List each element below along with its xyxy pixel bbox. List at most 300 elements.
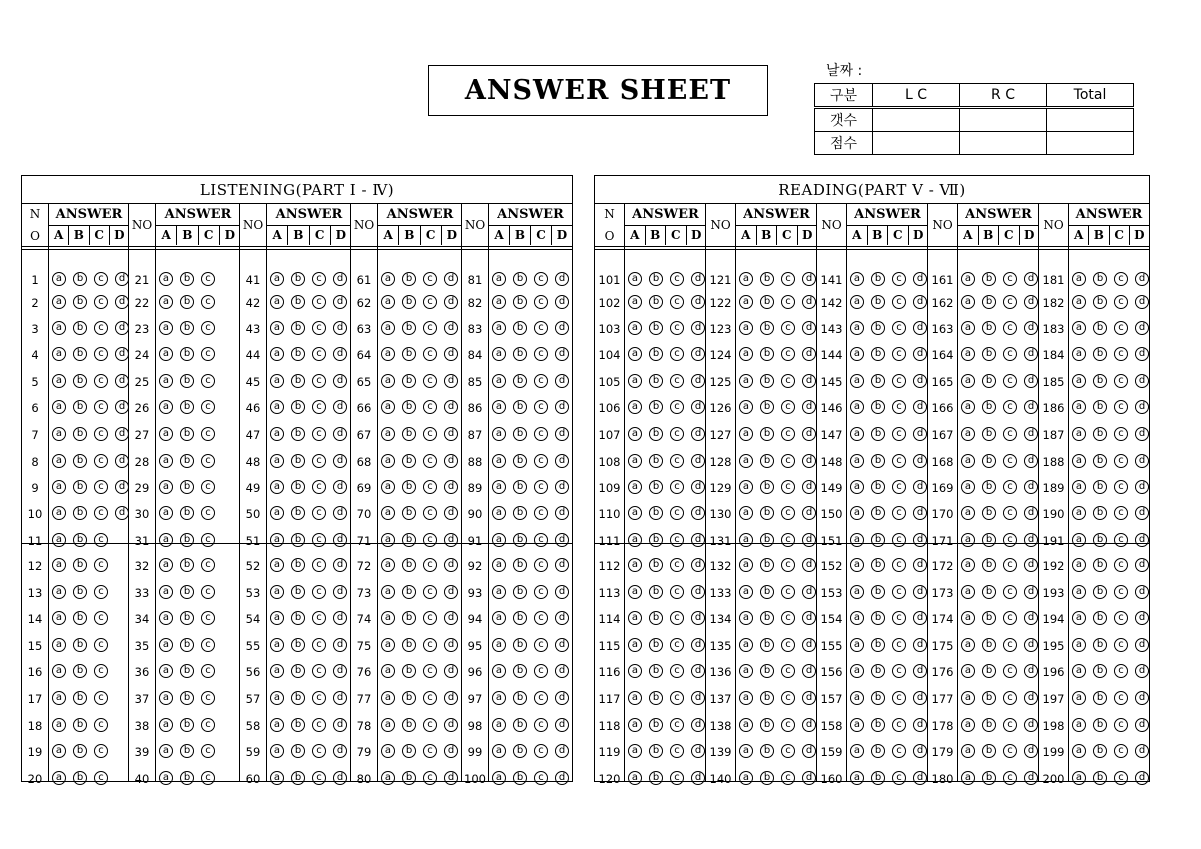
score-count-lc[interactable] [873,108,960,132]
answer-bubble-a[interactable]: a [961,664,975,678]
answer-bubble-a[interactable]: a [492,321,506,335]
answer-bubble-c[interactable]: c [892,718,906,732]
answer-bubble-b[interactable]: b [73,321,87,335]
answer-bubble-b[interactable]: b [513,744,527,758]
answer-bubble-b[interactable]: b [180,585,194,599]
answer-bubble-d[interactable]: d [555,611,569,625]
answer-bubble-b[interactable]: b [180,454,194,468]
answer-bubble-c[interactable]: c [312,718,326,732]
answer-bubble-b[interactable]: b [402,295,416,309]
answer-bubble-a[interactable]: a [159,321,173,335]
answer-bubble-b[interactable]: b [760,400,774,414]
answer-bubble-b[interactable]: b [73,427,87,441]
answer-bubble-d[interactable]: d [555,295,569,309]
answer-bubble-d[interactable]: d [115,400,129,414]
answer-bubble-d[interactable]: d [691,533,705,547]
answer-bubble-b[interactable]: b [73,374,87,388]
answer-bubble-b[interactable]: b [513,427,527,441]
answer-bubble-b[interactable]: b [73,506,87,520]
answer-bubble-a[interactable]: a [52,638,66,652]
answer-bubble-c[interactable]: c [423,638,437,652]
answer-bubble-c[interactable]: c [1114,454,1128,468]
answer-bubble-b[interactable]: b [402,638,416,652]
answer-bubble-b[interactable]: b [649,558,663,572]
answer-bubble-a[interactable]: a [850,454,864,468]
answer-bubble-b[interactable]: b [760,691,774,705]
answer-bubble-a[interactable]: a [159,664,173,678]
answer-bubble-b[interactable]: b [73,638,87,652]
answer-bubble-b[interactable]: b [73,744,87,758]
answer-bubble-a[interactable]: a [492,295,506,309]
answer-bubble-a[interactable]: a [159,533,173,547]
answer-bubble-d[interactable]: d [115,321,129,335]
answer-bubble-a[interactable]: a [1072,744,1086,758]
answer-bubble-a[interactable]: a [270,611,284,625]
answer-bubble-b[interactable]: b [649,295,663,309]
answer-bubble-d[interactable]: d [913,295,927,309]
answer-bubble-a[interactable]: a [1072,321,1086,335]
answer-bubble-a[interactable]: a [492,744,506,758]
answer-bubble-c[interactable]: c [423,771,437,785]
answer-bubble-a[interactable]: a [628,272,642,286]
answer-bubble-c[interactable]: c [423,295,437,309]
answer-bubble-d[interactable]: d [913,744,927,758]
answer-bubble-c[interactable]: c [94,321,108,335]
answer-bubble-a[interactable]: a [270,272,284,286]
answer-bubble-d[interactable]: d [444,771,458,785]
answer-bubble-a[interactable]: a [628,400,642,414]
answer-bubble-d[interactable]: d [444,427,458,441]
answer-bubble-b[interactable]: b [649,718,663,732]
answer-bubble-d[interactable]: d [802,506,816,520]
answer-bubble-c[interactable]: c [781,558,795,572]
answer-bubble-c[interactable]: c [201,638,215,652]
answer-bubble-b[interactable]: b [760,374,774,388]
answer-bubble-a[interactable]: a [739,374,753,388]
answer-bubble-c[interactable]: c [94,771,108,785]
answer-bubble-d[interactable]: d [555,771,569,785]
answer-bubble-a[interactable]: a [1072,718,1086,732]
answer-bubble-d[interactable]: d [444,321,458,335]
answer-bubble-d[interactable]: d [555,558,569,572]
answer-bubble-a[interactable]: a [270,744,284,758]
answer-bubble-b[interactable]: b [291,533,305,547]
answer-bubble-d[interactable]: d [691,558,705,572]
answer-bubble-d[interactable]: d [333,718,347,732]
answer-bubble-c[interactable]: c [201,272,215,286]
answer-bubble-d[interactable]: d [691,771,705,785]
answer-bubble-d[interactable]: d [1024,347,1038,361]
answer-bubble-b[interactable]: b [760,427,774,441]
answer-bubble-b[interactable]: b [649,638,663,652]
answer-bubble-d[interactable]: d [691,454,705,468]
answer-bubble-b[interactable]: b [1093,374,1107,388]
answer-bubble-b[interactable]: b [180,321,194,335]
answer-bubble-b[interactable]: b [649,744,663,758]
answer-bubble-a[interactable]: a [961,272,975,286]
answer-bubble-b[interactable]: b [982,558,996,572]
answer-bubble-b[interactable]: b [760,533,774,547]
answer-bubble-c[interactable]: c [423,691,437,705]
answer-bubble-d[interactable]: d [444,744,458,758]
answer-bubble-d[interactable]: d [333,480,347,494]
answer-bubble-b[interactable]: b [180,611,194,625]
answer-bubble-a[interactable]: a [961,347,975,361]
answer-bubble-d[interactable]: d [691,664,705,678]
answer-bubble-c[interactable]: c [1114,480,1128,494]
answer-bubble-b[interactable]: b [760,585,774,599]
answer-bubble-c[interactable]: c [1114,718,1128,732]
answer-bubble-a[interactable]: a [52,771,66,785]
score-count-rc[interactable] [960,108,1047,132]
answer-bubble-d[interactable]: d [333,611,347,625]
answer-bubble-d[interactable]: d [913,771,927,785]
answer-bubble-d[interactable]: d [1135,374,1149,388]
answer-bubble-b[interactable]: b [760,272,774,286]
answer-bubble-a[interactable]: a [1072,272,1086,286]
answer-bubble-c[interactable]: c [781,374,795,388]
answer-bubble-b[interactable]: b [513,638,527,652]
answer-bubble-b[interactable]: b [760,638,774,652]
answer-bubble-d[interactable]: d [1024,664,1038,678]
answer-bubble-b[interactable]: b [73,718,87,732]
answer-bubble-d[interactable]: d [1135,771,1149,785]
answer-bubble-a[interactable]: a [739,480,753,494]
answer-bubble-b[interactable]: b [982,718,996,732]
answer-bubble-d[interactable]: d [444,374,458,388]
answer-bubble-c[interactable]: c [312,771,326,785]
answer-bubble-b[interactable]: b [291,611,305,625]
answer-bubble-d[interactable]: d [555,506,569,520]
answer-bubble-b[interactable]: b [291,744,305,758]
answer-bubble-d[interactable]: d [555,718,569,732]
answer-bubble-a[interactable]: a [739,585,753,599]
answer-bubble-b[interactable]: b [871,691,885,705]
answer-bubble-a[interactable]: a [739,771,753,785]
answer-bubble-b[interactable]: b [180,771,194,785]
answer-bubble-a[interactable]: a [628,427,642,441]
answer-bubble-b[interactable]: b [1093,272,1107,286]
answer-bubble-a[interactable]: a [628,295,642,309]
answer-bubble-a[interactable]: a [850,321,864,335]
answer-bubble-a[interactable]: a [492,691,506,705]
answer-bubble-a[interactable]: a [492,611,506,625]
answer-bubble-b[interactable]: b [402,585,416,599]
answer-bubble-d[interactable]: d [1135,533,1149,547]
answer-bubble-a[interactable]: a [1072,347,1086,361]
answer-bubble-d[interactable]: d [691,718,705,732]
answer-bubble-b[interactable]: b [649,374,663,388]
answer-bubble-d[interactable]: d [333,664,347,678]
answer-bubble-a[interactable]: a [961,744,975,758]
answer-bubble-a[interactable]: a [159,638,173,652]
answer-bubble-b[interactable]: b [871,744,885,758]
answer-bubble-d[interactable]: d [555,272,569,286]
answer-bubble-c[interactable]: c [1114,638,1128,652]
answer-bubble-b[interactable]: b [649,454,663,468]
answer-bubble-d[interactable]: d [1024,295,1038,309]
answer-bubble-a[interactable]: a [961,480,975,494]
answer-bubble-d[interactable]: d [691,347,705,361]
answer-bubble-b[interactable]: b [180,691,194,705]
answer-bubble-b[interactable]: b [402,347,416,361]
answer-bubble-c[interactable]: c [201,427,215,441]
answer-bubble-a[interactable]: a [739,321,753,335]
answer-bubble-b[interactable]: b [760,664,774,678]
answer-bubble-a[interactable]: a [961,611,975,625]
answer-bubble-b[interactable]: b [513,321,527,335]
answer-bubble-a[interactable]: a [1072,691,1086,705]
answer-bubble-a[interactable]: a [52,272,66,286]
answer-bubble-b[interactable]: b [180,347,194,361]
answer-bubble-b[interactable]: b [760,480,774,494]
answer-bubble-b[interactable]: b [1093,638,1107,652]
answer-bubble-d[interactable]: d [444,295,458,309]
answer-bubble-b[interactable]: b [649,400,663,414]
answer-bubble-c[interactable]: c [423,533,437,547]
answer-bubble-a[interactable]: a [850,506,864,520]
answer-bubble-d[interactable]: d [1135,638,1149,652]
answer-bubble-b[interactable]: b [871,295,885,309]
answer-bubble-a[interactable]: a [492,558,506,572]
answer-bubble-d[interactable]: d [691,611,705,625]
answer-bubble-c[interactable]: c [892,771,906,785]
answer-bubble-c[interactable]: c [201,347,215,361]
answer-bubble-a[interactable]: a [1072,611,1086,625]
answer-bubble-b[interactable]: b [402,272,416,286]
answer-bubble-a[interactable]: a [381,427,395,441]
answer-bubble-b[interactable]: b [760,506,774,520]
answer-bubble-a[interactable]: a [381,611,395,625]
answer-bubble-c[interactable]: c [1003,585,1017,599]
answer-bubble-a[interactable]: a [628,533,642,547]
answer-bubble-d[interactable]: d [444,533,458,547]
answer-bubble-b[interactable]: b [402,718,416,732]
answer-bubble-d[interactable]: d [691,691,705,705]
answer-bubble-d[interactable]: d [333,533,347,547]
answer-bubble-c[interactable]: c [423,321,437,335]
answer-bubble-a[interactable]: a [159,480,173,494]
answer-bubble-c[interactable]: c [94,454,108,468]
answer-bubble-a[interactable]: a [270,718,284,732]
score-points-total[interactable] [1047,132,1134,155]
answer-bubble-c[interactable]: c [892,638,906,652]
answer-bubble-c[interactable]: c [423,374,437,388]
answer-bubble-b[interactable]: b [291,664,305,678]
answer-bubble-a[interactable]: a [961,295,975,309]
answer-bubble-c[interactable]: c [201,771,215,785]
answer-bubble-c[interactable]: c [670,771,684,785]
answer-bubble-a[interactable]: a [52,480,66,494]
answer-bubble-b[interactable]: b [982,295,996,309]
answer-bubble-a[interactable]: a [961,558,975,572]
answer-bubble-c[interactable]: c [201,321,215,335]
answer-bubble-b[interactable]: b [1093,295,1107,309]
answer-bubble-d[interactable]: d [802,638,816,652]
answer-bubble-d[interactable]: d [802,480,816,494]
answer-bubble-c[interactable]: c [94,744,108,758]
answer-bubble-a[interactable]: a [270,585,284,599]
answer-bubble-b[interactable]: b [513,718,527,732]
answer-bubble-b[interactable]: b [982,664,996,678]
answer-bubble-a[interactable]: a [1072,771,1086,785]
answer-bubble-d[interactable]: d [691,638,705,652]
answer-bubble-b[interactable]: b [760,744,774,758]
answer-bubble-d[interactable]: d [913,718,927,732]
answer-bubble-b[interactable]: b [291,454,305,468]
answer-bubble-b[interactable]: b [760,321,774,335]
answer-bubble-b[interactable]: b [760,454,774,468]
answer-bubble-a[interactable]: a [492,664,506,678]
answer-bubble-c[interactable]: c [670,533,684,547]
answer-bubble-c[interactable]: c [892,744,906,758]
answer-bubble-d[interactable]: d [333,771,347,785]
answer-bubble-a[interactable]: a [961,718,975,732]
answer-bubble-d[interactable]: d [691,400,705,414]
answer-bubble-c[interactable]: c [1003,295,1017,309]
answer-bubble-a[interactable]: a [381,400,395,414]
answer-bubble-c[interactable]: c [1003,427,1017,441]
answer-bubble-c[interactable]: c [670,374,684,388]
answer-bubble-b[interactable]: b [513,533,527,547]
answer-bubble-c[interactable]: c [534,771,548,785]
score-points-lc[interactable] [873,132,960,155]
answer-bubble-d[interactable]: d [691,480,705,494]
answer-bubble-b[interactable]: b [291,272,305,286]
answer-bubble-a[interactable]: a [628,347,642,361]
answer-bubble-b[interactable]: b [982,611,996,625]
answer-bubble-c[interactable]: c [1003,321,1017,335]
answer-bubble-a[interactable]: a [492,480,506,494]
answer-bubble-b[interactable]: b [73,533,87,547]
answer-bubble-c[interactable]: c [670,454,684,468]
answer-bubble-a[interactable]: a [961,638,975,652]
answer-bubble-c[interactable]: c [1114,533,1128,547]
answer-bubble-c[interactable]: c [781,400,795,414]
answer-bubble-c[interactable]: c [1114,691,1128,705]
answer-bubble-c[interactable]: c [534,533,548,547]
answer-bubble-d[interactable]: d [115,272,129,286]
answer-bubble-c[interactable]: c [1003,638,1017,652]
answer-bubble-b[interactable]: b [982,585,996,599]
answer-bubble-b[interactable]: b [180,272,194,286]
answer-bubble-c[interactable]: c [312,638,326,652]
answer-bubble-c[interactable]: c [201,585,215,599]
answer-bubble-c[interactable]: c [1003,558,1017,572]
answer-bubble-b[interactable]: b [73,691,87,705]
answer-bubble-c[interactable]: c [892,295,906,309]
answer-bubble-c[interactable]: c [781,480,795,494]
answer-bubble-b[interactable]: b [73,454,87,468]
answer-bubble-c[interactable]: c [892,506,906,520]
answer-bubble-d[interactable]: d [913,664,927,678]
answer-bubble-a[interactable]: a [961,506,975,520]
answer-bubble-b[interactable]: b [760,558,774,572]
answer-bubble-b[interactable]: b [513,506,527,520]
answer-bubble-b[interactable]: b [1093,611,1107,625]
answer-bubble-c[interactable]: c [312,427,326,441]
answer-bubble-a[interactable]: a [52,718,66,732]
answer-bubble-c[interactable]: c [1114,506,1128,520]
answer-bubble-b[interactable]: b [1093,427,1107,441]
answer-bubble-c[interactable]: c [1114,585,1128,599]
answer-bubble-a[interactable]: a [739,664,753,678]
answer-bubble-c[interactable]: c [94,691,108,705]
answer-bubble-a[interactable]: a [1072,374,1086,388]
answer-bubble-d[interactable]: d [913,480,927,494]
answer-bubble-b[interactable]: b [649,480,663,494]
answer-bubble-b[interactable]: b [982,691,996,705]
answer-bubble-a[interactable]: a [270,558,284,572]
answer-bubble-b[interactable]: b [291,480,305,494]
answer-bubble-d[interactable]: d [115,295,129,309]
answer-bubble-a[interactable]: a [961,427,975,441]
answer-bubble-a[interactable]: a [739,638,753,652]
answer-bubble-d[interactable]: d [1024,744,1038,758]
answer-bubble-b[interactable]: b [871,585,885,599]
answer-bubble-c[interactable]: c [312,321,326,335]
answer-bubble-b[interactable]: b [180,400,194,414]
answer-bubble-d[interactable]: d [555,744,569,758]
answer-bubble-d[interactable]: d [802,691,816,705]
answer-bubble-b[interactable]: b [513,347,527,361]
answer-bubble-d[interactable]: d [913,506,927,520]
answer-bubble-a[interactable]: a [492,638,506,652]
answer-bubble-b[interactable]: b [73,771,87,785]
answer-bubble-d[interactable]: d [1135,480,1149,494]
answer-bubble-a[interactable]: a [270,506,284,520]
answer-bubble-a[interactable]: a [381,347,395,361]
answer-bubble-b[interactable]: b [982,400,996,414]
answer-bubble-b[interactable]: b [871,611,885,625]
answer-bubble-d[interactable]: d [555,533,569,547]
answer-bubble-a[interactable]: a [159,454,173,468]
answer-bubble-d[interactable]: d [1024,506,1038,520]
answer-bubble-a[interactable]: a [961,585,975,599]
answer-bubble-a[interactable]: a [381,506,395,520]
answer-bubble-b[interactable]: b [180,718,194,732]
answer-bubble-c[interactable]: c [781,454,795,468]
answer-bubble-c[interactable]: c [201,400,215,414]
answer-bubble-c[interactable]: c [201,374,215,388]
answer-bubble-a[interactable]: a [159,506,173,520]
answer-bubble-a[interactable]: a [628,321,642,335]
answer-bubble-c[interactable]: c [423,454,437,468]
answer-bubble-a[interactable]: a [1072,558,1086,572]
answer-bubble-c[interactable]: c [534,454,548,468]
answer-bubble-c[interactable]: c [534,664,548,678]
answer-bubble-d[interactable]: d [1024,611,1038,625]
answer-bubble-c[interactable]: c [892,374,906,388]
answer-bubble-d[interactable]: d [444,347,458,361]
answer-bubble-d[interactable]: d [333,691,347,705]
answer-bubble-b[interactable]: b [1093,771,1107,785]
answer-bubble-d[interactable]: d [115,506,129,520]
answer-bubble-b[interactable]: b [180,638,194,652]
answer-bubble-c[interactable]: c [670,400,684,414]
answer-bubble-b[interactable]: b [291,427,305,441]
answer-bubble-c[interactable]: c [312,295,326,309]
answer-bubble-b[interactable]: b [513,611,527,625]
answer-bubble-d[interactable]: d [333,585,347,599]
answer-bubble-d[interactable]: d [1135,272,1149,286]
answer-bubble-a[interactable]: a [381,533,395,547]
answer-bubble-a[interactable]: a [381,664,395,678]
answer-bubble-a[interactable]: a [52,321,66,335]
answer-bubble-c[interactable]: c [201,718,215,732]
answer-bubble-c[interactable]: c [1114,664,1128,678]
answer-bubble-c[interactable]: c [534,321,548,335]
